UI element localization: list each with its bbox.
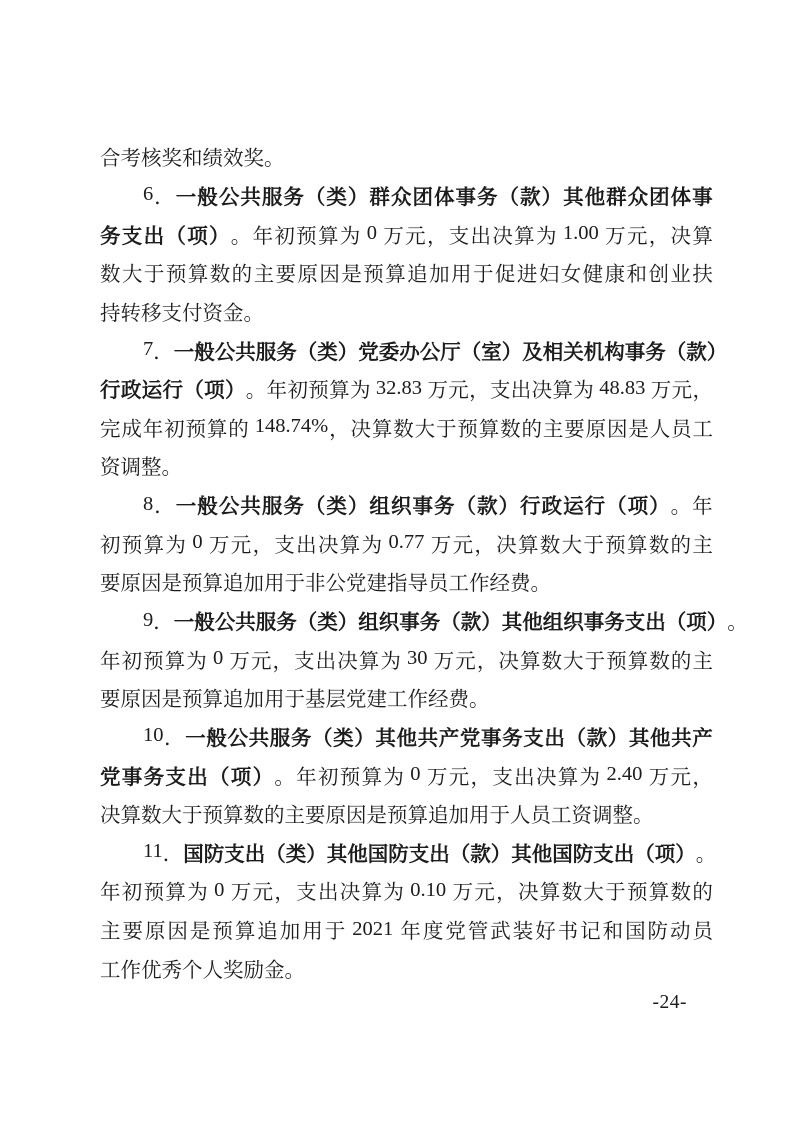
text-line: 数 大 于 预 算 数 的 主 要 原 因 是 预 算 追 加 用 于 促 进 妇 女 健 康 和 创 业 扶 <box>100 264 713 287</box>
page-number: -24- <box>652 992 687 1013</box>
text-line: 资 调 整 。 <box>100 457 182 480</box>
text-line: 务 支 出 （ 项 ） 。 年 初 预 算 为 0 万 元 ， 支 出 决 算 为 1.00 万 元 ， 决 算 <box>100 222 713 248</box>
text-line: 合 考 核 奖 和 绩 效 奖 。 <box>100 148 285 171</box>
document-text-block <box>100 137 748 987</box>
text-line: 年 初 预 算 为 0 万 元 ， 支 出 决 算 为 30 万 元 ， 决 算 数 大 于 预 算 数 的 主 <box>100 647 713 673</box>
text-line: 要 原 因 是 预 算 追 加 用 于 基 层 党 建 工 作 经 费 。 <box>100 689 490 712</box>
text-line: 8 ． 一 般 公 共 服 务 （ 类 ） 组 织 事 务 （ 款 ） 行 政 运 行 （ 项 ） 。 年 <box>143 492 713 519</box>
text-line: 10 ． 一 般 公 共 服 务 （ 类 ） 其 他 共 产 党 事 务 支 出 （ 款 ） 其 他 共 产 <box>143 724 713 750</box>
text-line: 初 预 算 为 0 万 元 ， 支 出 决 算 为 0.77 万 元 ， 决 算 数 大 于 预 算 数 的 主 <box>100 531 713 557</box>
text-line: 党 事 务 支 出 （ 项 ） 。 年 初 预 算 为 0 万 元 ， 支 出 决 算 为 2.40 万 元 ， <box>100 763 713 789</box>
text-line: 主 要 原 因 是 预 算 追 加 用 于 2021 年 度 党 管 武 装 好 书 记 和 国 防 动 员 <box>100 917 713 944</box>
text-line: 完 成 年 初 预 算 的 148.74% ， 决 算 数 大 于 预 算 数 的 主 要 原 因 是 人 员 工 <box>100 415 713 441</box>
text-line: 9 ． 一 般 公 共 服 务 （ 类 ） 组 织 事 务 （ 款 ） 其 他 组 织 事 务 支 出 （ 项 ） 。 <box>143 608 748 634</box>
text-line: 决 算 数 大 于 预 算 数 的 主 要 原 因 是 预 算 追 加 用 于 人 员 工 资 调 整 。 <box>100 805 654 828</box>
text-line: 要 原 因 是 预 算 追 加 用 于 非 公 党 建 指 导 员 工 作 经 费 。 <box>100 573 551 596</box>
text-line: 11 ． 国 防 支 出 （ 类 ） 其 他 国 防 支 出 （ 款 ） 其 他 国 防 支 出 （ 项 ） 。 <box>143 840 717 866</box>
text-line: 7 ． 一 般 公 共 服 务 （ 类 ） 党 委 办 公 厅 （ 室 ） 及 相 关 机 构 事 务 （ 款 ） <box>143 338 728 364</box>
text-line: 年 初 预 算 为 0 万 元 ， 支 出 决 算 为 0.10 万 元 ， 决 算 数 大 于 预 算 数 的 <box>100 878 713 905</box>
text-line: 持 转 移 支 付 资 金 。 <box>100 302 264 325</box>
text-line: 行 政 运 行 （ 项 ） 。 年 初 预 算 为 32.83 万 元 ， 支 出 决 算 为 48.83 万 元 ， <box>100 376 713 403</box>
text-line: 6 ． 一 般 公 共 服 务 （ 类 ） 群 众 团 体 事 务 （ 款 ） 其 他 群 众 团 体 事 <box>143 183 713 209</box>
text-line: 工 作 优 秀 个 人 奖 励 金 。 <box>100 959 305 982</box>
